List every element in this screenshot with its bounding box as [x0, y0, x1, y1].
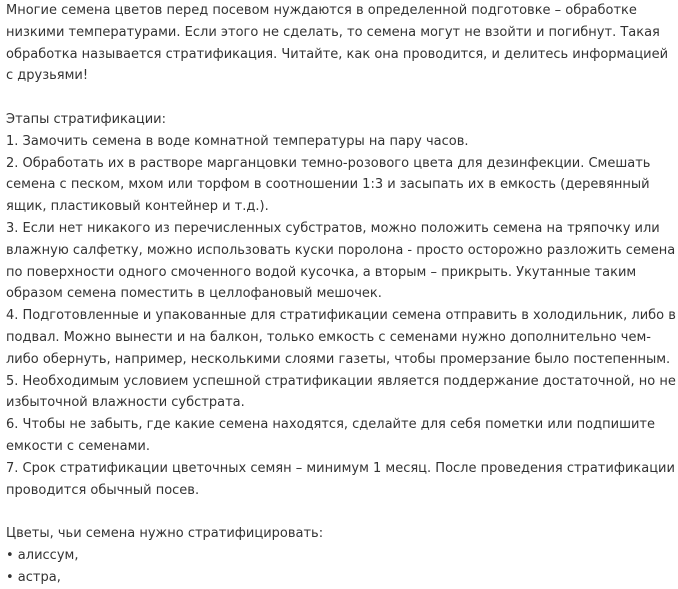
spacer	[6, 501, 676, 523]
flowers-heading: Цветы, чьи семена нужно стратифицировать:	[6, 526, 324, 542]
intro-paragraph: Многие семена цветов перед посевом нуждаются в определенной подготовке – обработке низкими температурами. Если этого не сделать, то семена могут не взойти и погибнут. Такая обработка называется стратификация. Читайте, как она проводится, и делитесь информацией с друзьями!	[6, 3, 669, 84]
stage-item: 2. Обработать их в растворе марганцовки темно-розового цвета для дезинфекции. Смешать семена с песком, мхом или торфом в соотношении 1:3 и засыпать их в емкость (деревянный ящик, пластиковый контейнер и т.д.).	[6, 155, 651, 215]
flower-list-item: • астра,	[6, 569, 61, 585]
stage-item: 6. Чтобы не забыть, где какие семена находятся, сделайте для себя пометки или подпишите емкости с семенами.	[6, 417, 655, 454]
stage-item: 3. Если нет никакого из перечисленных субстратов, можно положить семена на тряпочку или влажную салфетку, можно использовать куски поролона - просто осторожно разложить семена по поверхности одного смоченного водой кусочка, а вторым – прикрыть. Укутанные таким образом семена поместить в целлофановый мешочек.	[6, 220, 676, 302]
stage-item: 5. Необходимым условием успешной стратификации является поддержание достаточной, но не избыточной влажности субстрата.	[6, 373, 676, 411]
stage-item: 4. Подготовленные и упакованные для стратификации семена отправить в холодильник, либо в подвал. Можно вынести и на балкон, только емкость с семенами нужно дополнительно чем-либо обернуть, например, несколькими слоями газеты, чтобы промерзание было постепенным.	[6, 308, 676, 367]
stage-item: 7. Срок стратификации цветочных семян – минимум 1 месяц. После проведения стратификации проводится обычный посев.	[6, 460, 675, 498]
flower-list-item: • алиссум,	[6, 547, 79, 563]
spacer	[6, 87, 676, 109]
stage-item: 1. Замочить семена в воде комнатной температуры на пару часов.	[6, 133, 469, 149]
stages-heading: Этапы стратификации:	[6, 111, 166, 127]
